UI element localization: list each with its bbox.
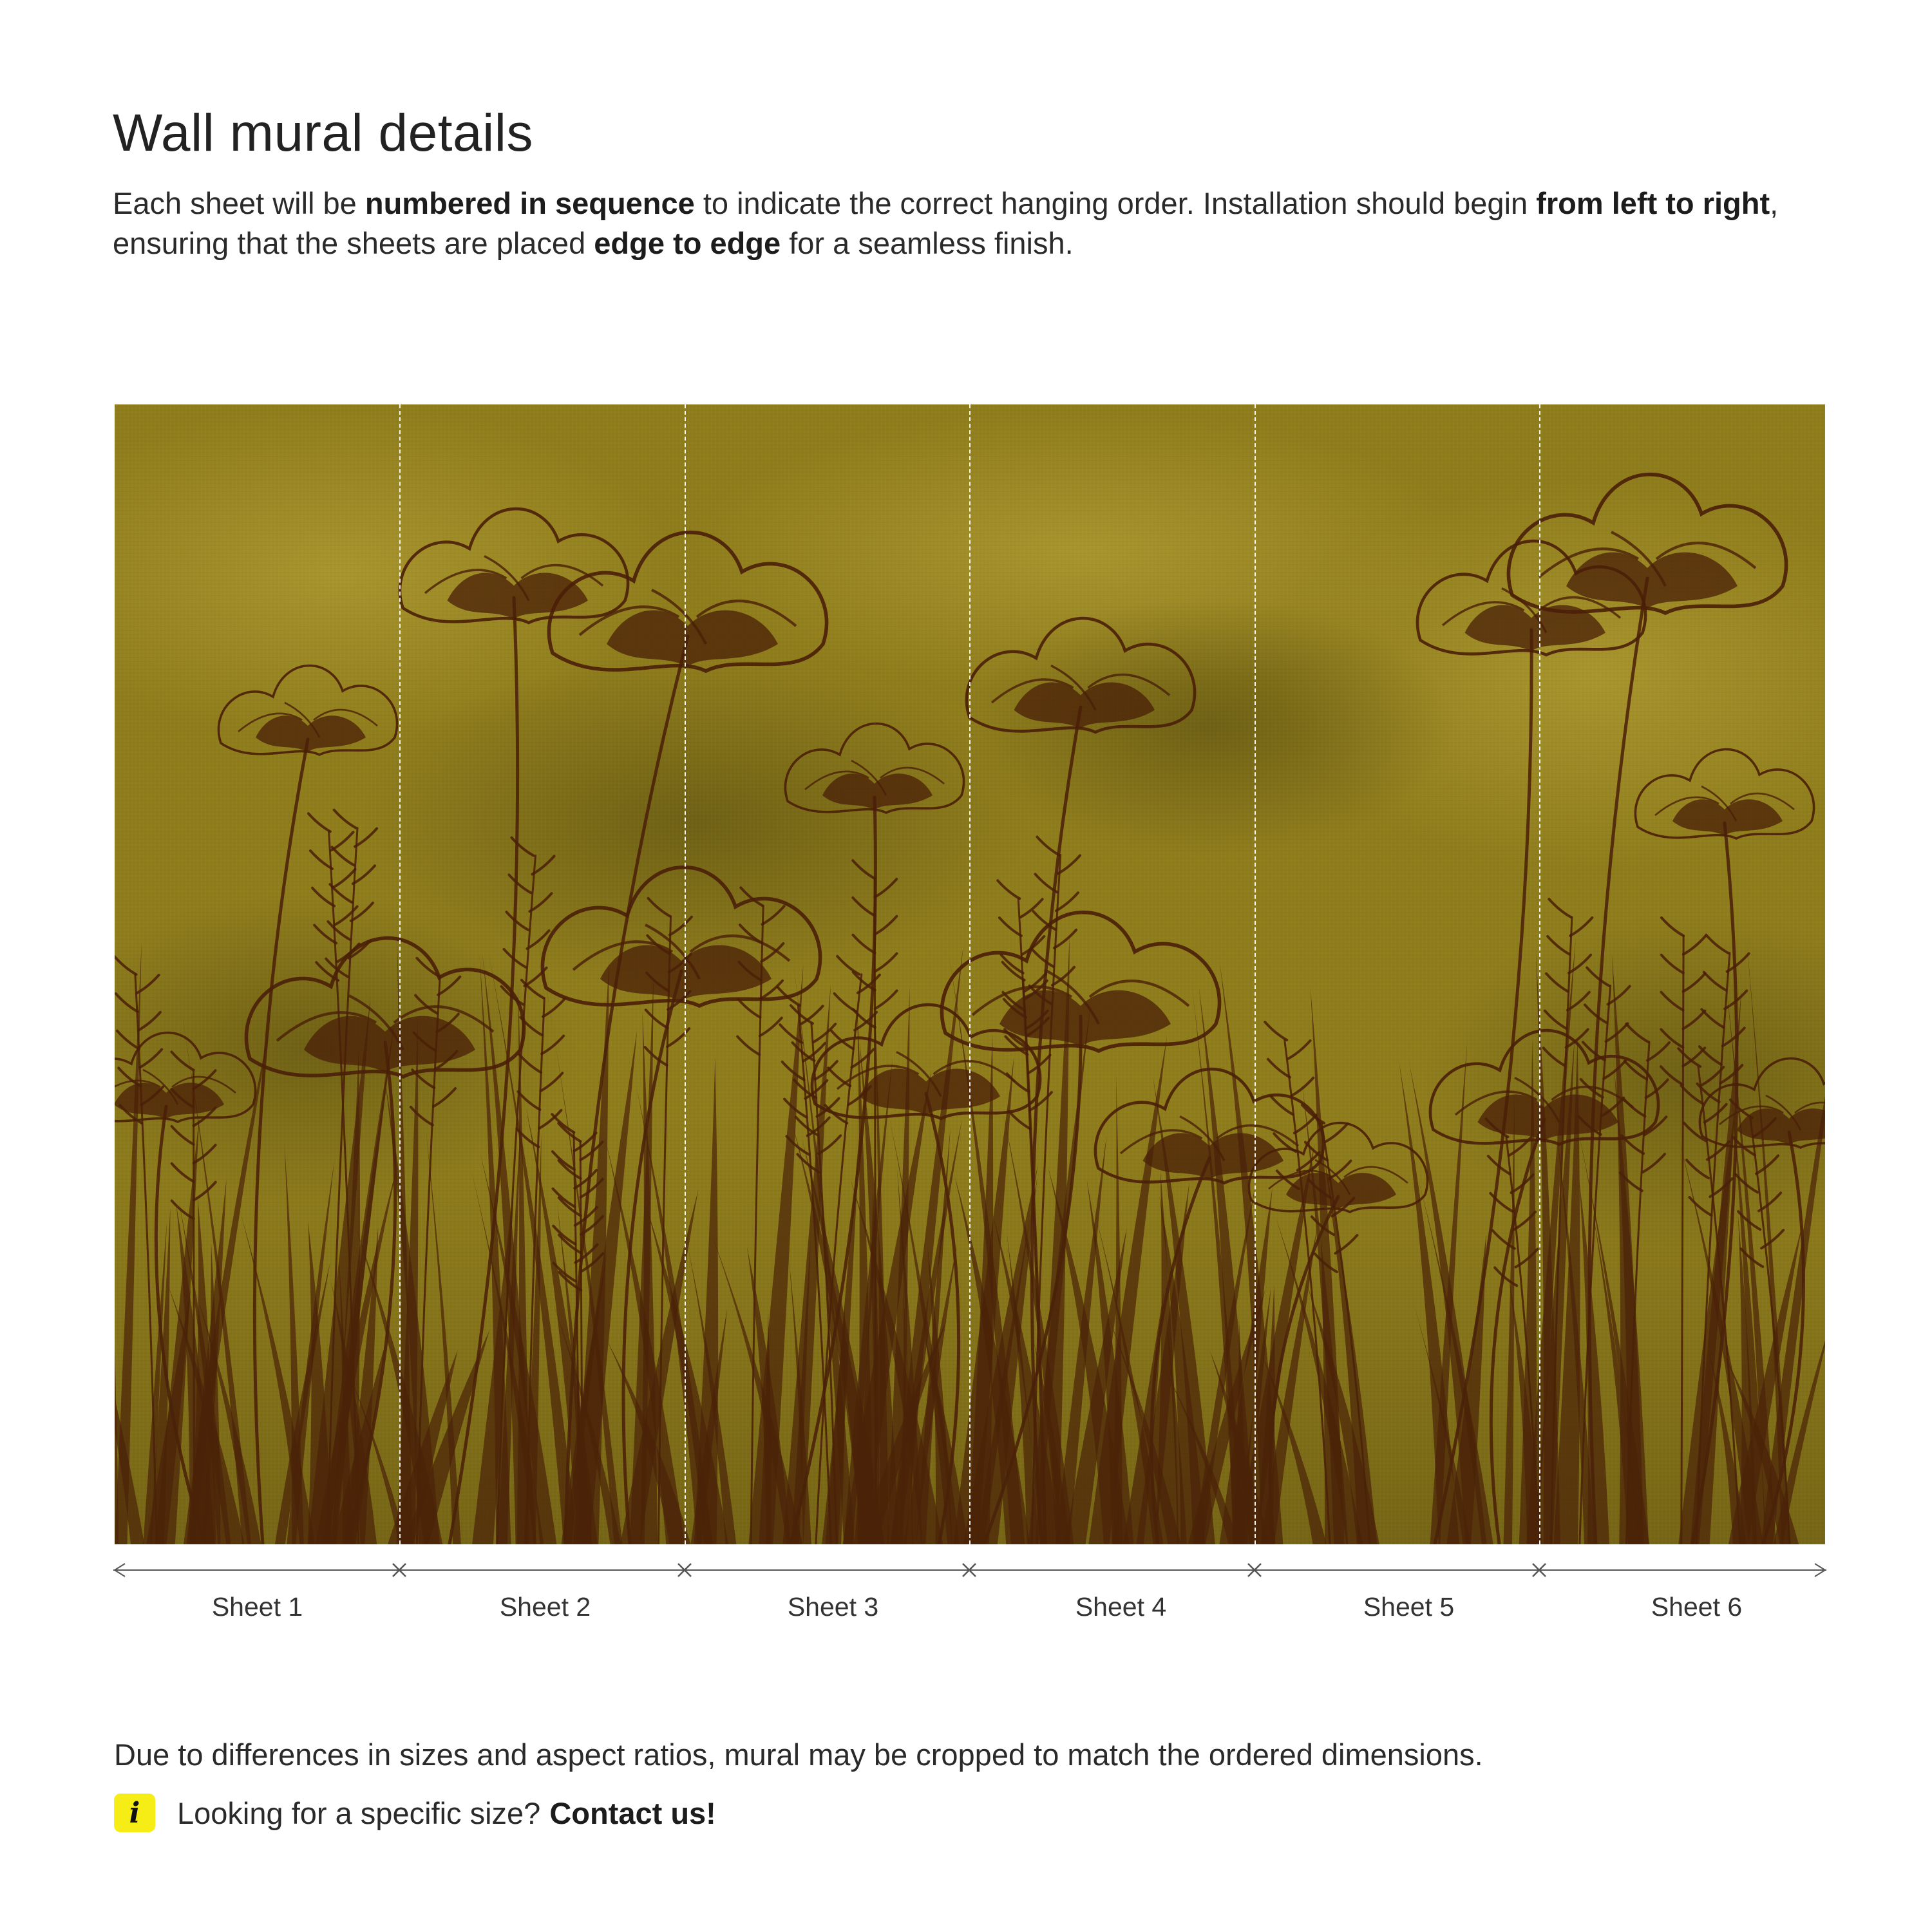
- sheet-label-2: Sheet 2: [499, 1592, 591, 1622]
- intro-text-2: to indicate the correct hanging order. Installation should begin: [694, 186, 1537, 220]
- sheet-seam-4: [1255, 404, 1256, 1544]
- sheet-label-6: Sheet 6: [1651, 1592, 1743, 1622]
- page-title: Wall mural details: [113, 104, 534, 162]
- contact-us-link[interactable]: Contact us!: [549, 1795, 716, 1830]
- size-question: Looking for a specific size?: [177, 1795, 541, 1830]
- intro-paragraph: [113, 184, 1852, 263]
- sheet-width-ruler: [111, 1557, 1829, 1583]
- sheet-seam-5: [1539, 404, 1540, 1544]
- sheet-label-3: Sheet 3: [787, 1592, 879, 1622]
- sheet-seam-2: [685, 404, 686, 1544]
- sheet-label-4: Sheet 4: [1075, 1592, 1167, 1622]
- intro-text-3: , ensuring that the sheets are placed: [113, 186, 1779, 260]
- intro-text-4: for a seamless finish.: [781, 226, 1074, 260]
- sheet-seam-1: [399, 404, 401, 1544]
- sheet-label-5: Sheet 5: [1363, 1592, 1455, 1622]
- contact-row: [114, 1792, 716, 1833]
- intro-bold-1: numbered in sequence: [365, 186, 695, 220]
- info-icon: i: [114, 1794, 155, 1832]
- sheet-seam-3: [969, 404, 971, 1544]
- intro-text-1: Each sheet will be: [113, 186, 365, 220]
- sheet-label-1: Sheet 1: [211, 1592, 303, 1622]
- intro-bold-2: from left to right: [1536, 186, 1770, 220]
- cropping-note: Due to differences in sizes and aspect ratios, mural may be cropped to match the ordered dimensions.: [114, 1738, 1483, 1772]
- intro-bold-3: edge to edge: [594, 226, 781, 260]
